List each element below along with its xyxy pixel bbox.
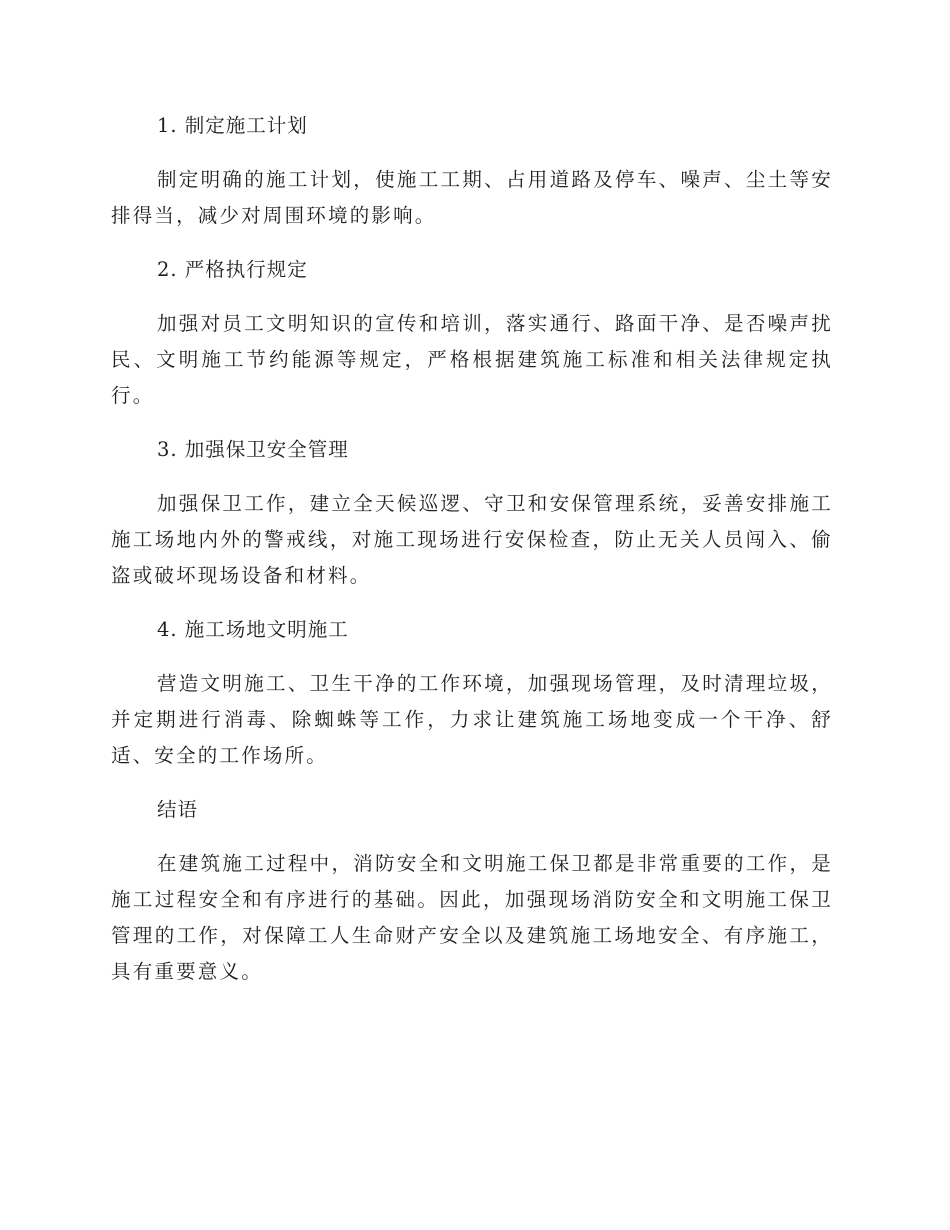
conclusion-heading: 结语 xyxy=(157,798,199,821)
section-paragraph-3: 加强保卫工作，建立全天候巡逻、守卫和安保管理系统，妥善安排施工施工场地内外的警戒线，对施工现场进行安保检查，防止无关人员闯入、偷盗或破坏现场设备和材料。 xyxy=(111,492,833,587)
section-heading-2: 2. 严格执行规定 xyxy=(157,258,308,281)
conclusion-paragraph: 在建筑施工过程中，消防安全和文明施工保卫都是非常重要的工作，是施工过程安全和有序进行的基础。因此，加强现场消防安全和文明施工保卫管理的工作，对保障工人生命财产安全以及建筑施工场地安全、有序施工，具有重要意义。 xyxy=(111,852,833,983)
section-paragraph-2: 加强对员工文明知识的宣传和培训，落实通行、路面干净、是否噪声扰民、文明施工节约能源等规定，严格根据建筑施工标准和相关法律规定执行。 xyxy=(111,312,833,407)
section-heading-4: 4. 施工场地文明施工 xyxy=(157,618,349,641)
section-paragraph-1: 制定明确的施工计划，使施工工期、占用道路及停车、噪声、尘土等安排得当，减少对周围环境的影响。 xyxy=(111,168,833,227)
section-heading-1: 1. 制定施工计划 xyxy=(157,114,308,137)
section-heading-3: 3. 加强保卫安全管理 xyxy=(157,438,349,461)
document-body xyxy=(111,108,833,1008)
section-paragraph-4: 营造文明施工、卫生干净的工作环境，加强现场管理，及时清理垃圾，并定期进行消毒、除蜘蛛等工作，力求让建筑施工场地变成一个干净、舒适、安全的工作场所。 xyxy=(111,672,833,767)
